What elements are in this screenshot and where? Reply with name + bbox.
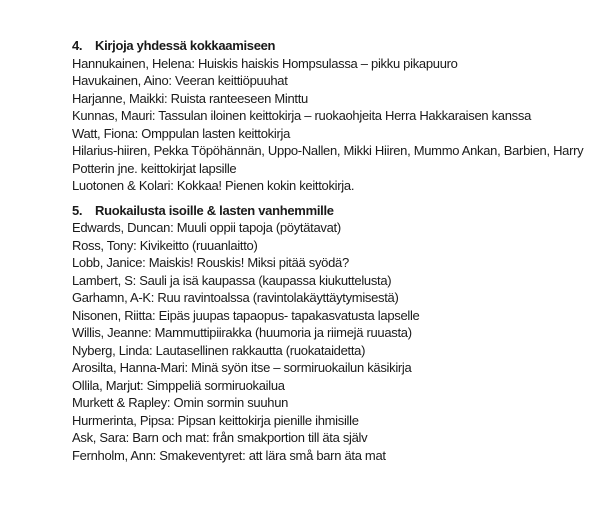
section-heading — [72, 37, 593, 55]
book-entry: Arosilta, Hanna-Mari: Minä syön itse – sormiruokailun käsikirja — [72, 360, 412, 375]
book-entry: Willis, Jeanne: Mammuttipiirakka (huumoria ja riimejä ruuasta) — [72, 325, 412, 340]
section-title: Kirjoja yhdessä kokkaamiseen — [95, 38, 276, 53]
section-heading — [72, 202, 593, 220]
book-entry: Kunnas, Mauri: Tassulan iloinen keittokirja – ruokaohjeita Herra Hakkaraisen kanssa — [72, 108, 532, 123]
book-entry: Hannukainen, Helena: Huiskis haiskis Hompsulassa – pikku pikapuuro — [72, 55, 458, 71]
book-entry: Nyberg, Linda: Lautasellinen rakkautta (ruokataidetta) — [72, 342, 366, 358]
book-entry: Ask, Sara: Barn och mat: från smakportion till äta själv — [72, 430, 368, 445]
book-entry: Hilarius-hiiren, Pekka Töpöhännän, Uppo-Nallen, Mikki Hiiren, Mummo Ankan, Barbien, Harry — [72, 143, 584, 158]
book-entry: Harjanne, Maikki: Ruista ranteeseen Minttu — [72, 90, 308, 106]
book-entry: Havukainen, Aino: Veeran keittiöpuuhat — [72, 73, 288, 88]
book-entry: Murkett & Rapley: Omin sormin suuhun — [72, 395, 289, 410]
section-cooking-together — [72, 37, 593, 195]
book-entry: Garhamn, A-K: Ruu ravintoalssa (ravintolakäyttäytymisestä) — [72, 290, 399, 305]
section-number: 5. — [72, 202, 83, 218]
section-number: 4. — [72, 38, 83, 53]
section-eating-for-parents — [72, 202, 593, 465]
book-entry: Hurmerinta, Pipsa: Pipsan keittokirja pienille ihmisille — [72, 412, 359, 428]
book-entry: Lambert, S: Sauli ja isä kaupassa (kaupassa kiukuttelusta) — [72, 272, 392, 288]
book-entry: Luotonen & Kolari: Kokkaa! Pienen kokin keittokirja. — [72, 178, 355, 193]
book-entry: Watt, Fiona: Omppulan lasten keittokirja — [72, 125, 291, 141]
section-title: Ruokailusta isoille & lasten vanhemmille — [95, 202, 334, 218]
book-entry-continuation: Potterin jne. keittokirjat lapsille — [72, 160, 237, 176]
book-entry: Ross, Tony: Kivikeitto (ruuanlaitto) — [72, 237, 258, 253]
book-entry: Edwards, Duncan: Muuli oppii tapoja (pöytätavat) — [72, 220, 341, 235]
book-entry: Nisonen, Riitta: Eipäs juupas tapaopus- tapakasvatusta lapselle — [72, 307, 420, 323]
book-entry: Lobb, Janice: Maiskis! Rouskis! Miksi pitää syödä? — [72, 255, 349, 270]
book-entry: Fernholm, Ann: Smakeventyret: att lära små barn äta mat — [72, 447, 386, 463]
book-entry: Ollila, Marjut: Simppeliä sormiruokailua — [72, 377, 285, 393]
